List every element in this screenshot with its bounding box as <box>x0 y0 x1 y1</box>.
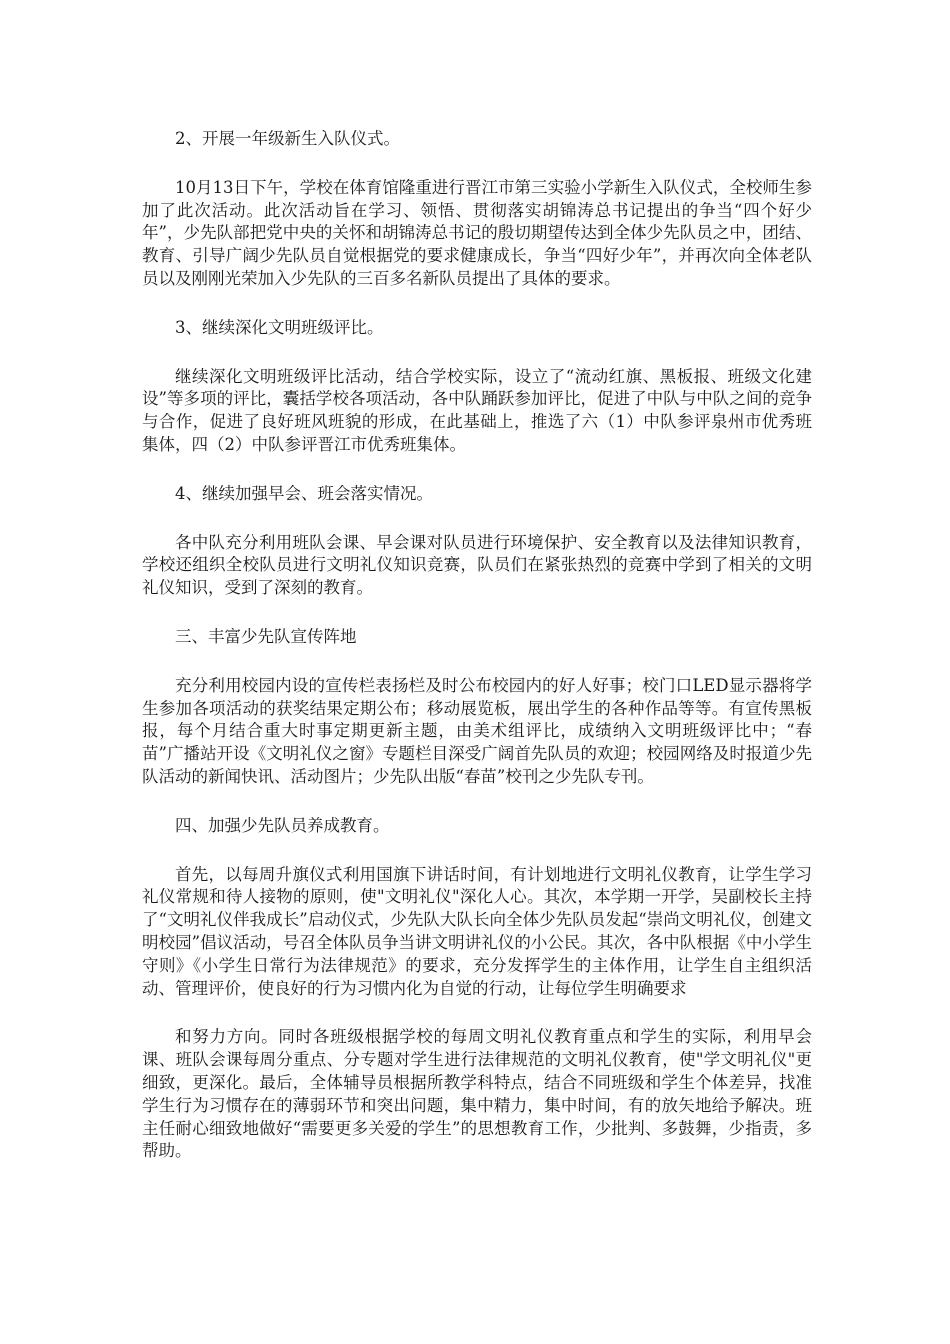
paragraph-habit-education-continued: 和努力方向。同时各班级根据学校的每周文明礼仪教育重点和学生的实际，利用早会课、班队会课每周分重点、分专题对学生进行法律规范的文明礼仪教育，使"学文明礼仪"更细致，更深化。最后，全体辅导员根据所教学科特点，结合不同班级和学生个体差异，找准学生行为习惯存在的薄弱环节和突出问题，集中精力，集中时间，有的放矢地给予解决。班主任耐心细致地做好“需要更多关爱的学生”的思想教育工作，少批判、多鼓舞，少指责，多帮助。 <box>142 1027 812 1161</box>
section-heading-publicity: 三、丰富少先队宣传阵地 <box>175 626 357 646</box>
section-heading-morning-meeting: 4、继续加强早会、班会落实情况。 <box>175 483 433 503</box>
section-heading-habit-education: 四、加强少先队员养成教育。 <box>175 815 390 835</box>
section-heading-class-evaluation: 3、继续深化文明班级评比。 <box>175 317 384 337</box>
paragraph-morning-meeting: 各中队充分利用班队会课、早会课对队员进行环境保护、安全教育以及法律知识教育，学校还组织全校队员进行文明礼仪知识竞赛，队员们在紧张热烈的竞赛中学到了相关的文明礼仪知识，受到了深刻的教育。 <box>142 532 812 598</box>
document-body <box>142 128 812 1189</box>
paragraph-new-member-ceremony: 10月13日下午，学校在体育馆隆重进行晋江市第三实验小学新生入队仪式，全校师生参加了此次活动。此次活动旨在学习、领悟、贯彻落实胡锦涛总书记提出的争当“四个好少年”，少先队部把党中央的关怀和胡锦涛总书记的殷切期望传达到全体少先队员之中，团结、教育、引导广阔少先队员自觉根据党的要求健康成长，争当“四好少年”，并再次向全体老队员以及刚刚光荣加入少先队的三百多名新队员提出了具体的要求。 <box>142 177 812 288</box>
section-heading-new-member-ceremony: 2、开展一年级新生入队仪式。 <box>175 129 400 148</box>
paragraph-class-evaluation: 继续深化文明班级评比活动，结合学校实际，设立了“流动红旗、黑板报、班级文化建设”等多项的评比，囊括学校各项活动，各中队踊跃参加评比，促进了中队与中队之间的竞争与合作，促进了良好班风班貌的形成，在此基础上，推选了六（1）中队参评泉州市优秀班集体，四（2）中队参评晋江市优秀班集体。 <box>142 366 812 454</box>
paragraph-habit-education: 首先，以每周升旗仪式利用国旗下讲话时间，有计划地进行文明礼仪教育，让学生学习礼仪常规和待人接物的原则，使"文明礼仪"深化人心。其次，本学期一开学，吴副校长主持了“文明礼仪伴我成长”启动仪式，少先队大队长向全体少先队员发起“崇尚文明礼仪，创建文明校园”倡议活动，号召全体队员争当讲文明讲礼仪的小公民。其次，各中队根据《中小学生守则》《小学生日常行为法律规范》的要求，充分发挥学生的主体作用，让学生自主组织活动、管理评价，使良好的行为习惯内化为自觉的行动，让每位学生明确要求 <box>142 864 812 998</box>
paragraph-publicity: 充分利用校园内设的宣传栏表扬栏及时公布校园内的好人好事；校门口LED显示器将学生参加各项活动的获奖结果定期公布；移动展览板，展出学生的各种作品等等。有宣传黑板报，每个月结合重大时事定期更新主题，由美术组评比，成绩纳入文明班级评比中；“春苗”广播站开设《文明礼仪之窗》专题栏目深受广阔首先队员的欢迎；校园网络及时报道少先队活动的新闻快讯、活动图片；少先队出版“春苗”校刊之少先队专刊。 <box>142 675 812 786</box>
